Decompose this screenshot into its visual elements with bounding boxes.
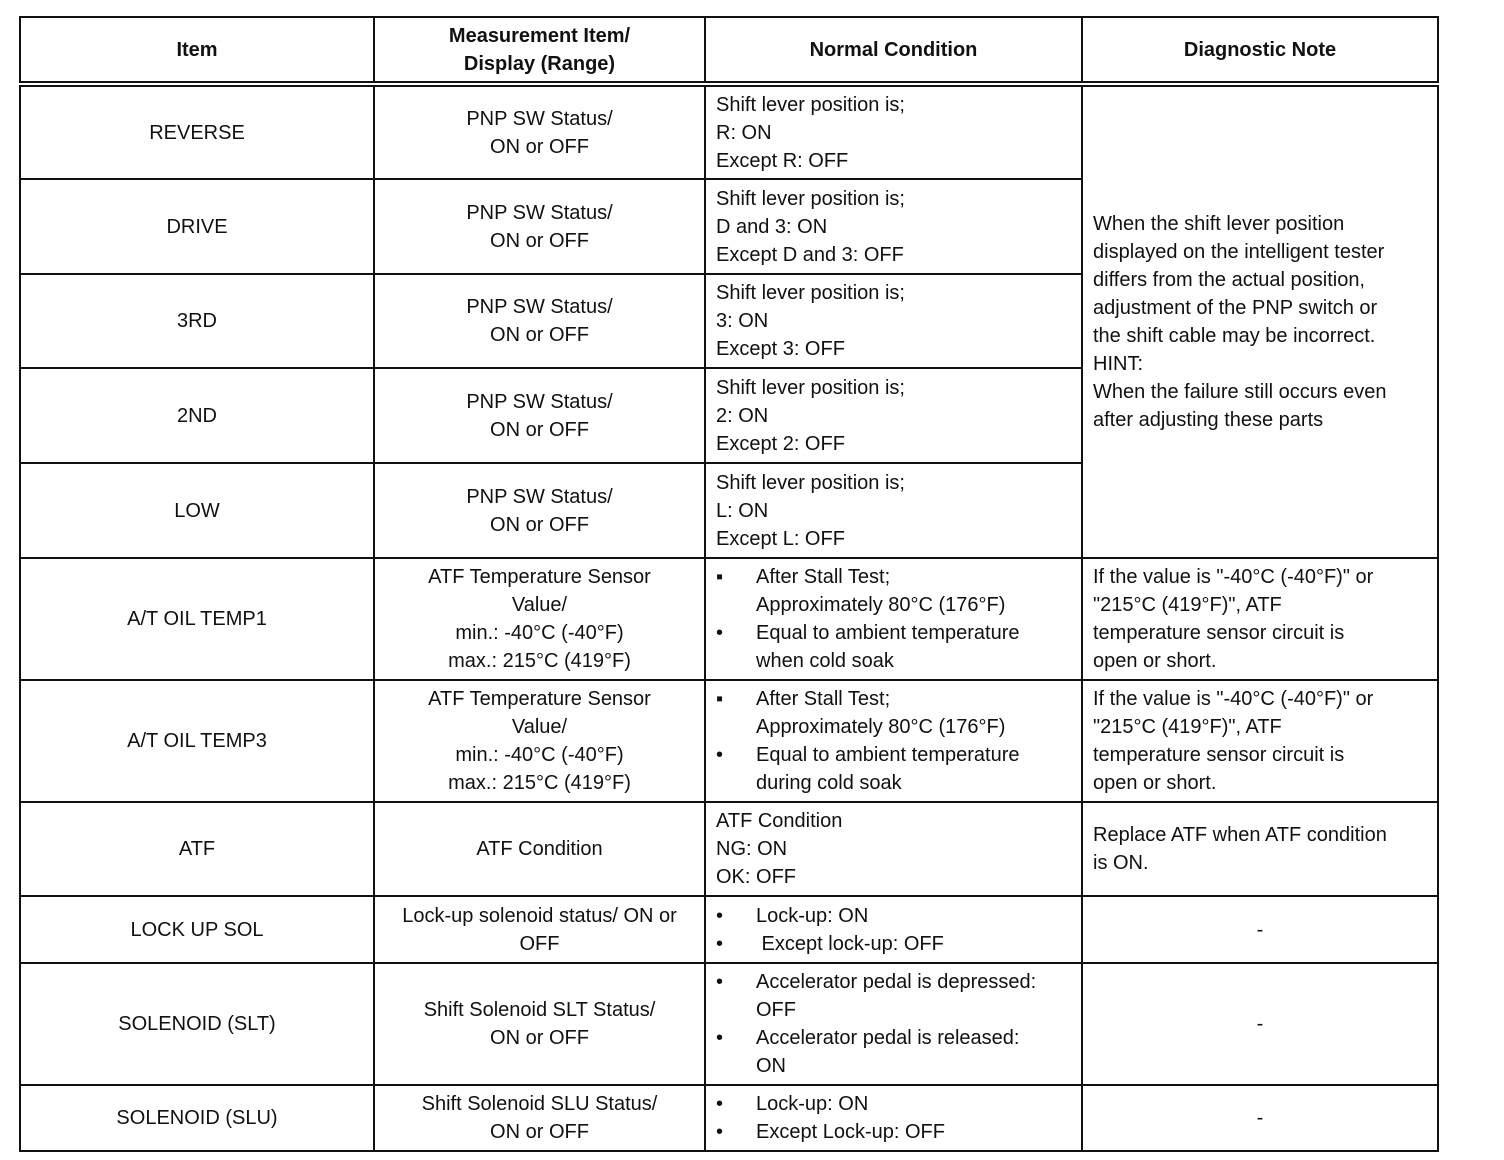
list-item: • Accelerator pedal is released: [716, 1024, 1071, 1052]
bullet-icon: • [716, 1121, 724, 1143]
header-normal-condition: Normal Condition [705, 17, 1082, 84]
item-cell: SOLENOID (SLT) [20, 963, 374, 1085]
bullet-icon: • [716, 622, 724, 644]
table-row [20, 963, 1438, 1085]
normal-condition-cell: • Accelerator pedal is depressed: OFF • Accelerator pedal is released: ON [705, 963, 1082, 1085]
list-item: • Lock-up: ON [716, 902, 1071, 930]
measurement-cell: PNP SW Status/ ON or OFF [374, 463, 705, 558]
diagnostic-note-cell: - [1082, 1085, 1438, 1151]
bullet-icon: • [716, 971, 724, 993]
item-cell: DRIVE [20, 179, 374, 274]
measurement-cell: ATF Condition [374, 802, 705, 896]
bullet-icon: ▪ [716, 566, 724, 588]
normal-condition-cell: Shift lever position is; D and 3: ON Except D and 3: OFF [705, 179, 1082, 274]
measurement-cell: ATF Temperature Sensor Value/ min.: -40°C (-40°F) max.: 215°C (419°F) [374, 680, 705, 802]
pnp-diagnostic-note: When the shift lever position displayed on the intelligent tester differs from the actual position, adjustment of the PNP switch or the shift cable may be incorrect. HINT: When the failure still occurs even after adjusting these parts [1082, 84, 1438, 558]
item-cell: ATF [20, 802, 374, 896]
header-diagnostic-note: Diagnostic Note [1082, 17, 1438, 84]
measurement-cell: Shift Solenoid SLT Status/ ON or OFF [374, 963, 705, 1085]
bullet-icon: • [716, 932, 724, 955]
normal-condition-cell: Shift lever position is; 2: ON Except 2: OFF [705, 368, 1082, 463]
item-cell: A/T OIL TEMP1 [20, 558, 374, 680]
table-row [20, 84, 1438, 179]
diagnostic-note-cell: - [1082, 963, 1438, 1085]
bullet-icon: • [716, 744, 724, 766]
item-cell: 3RD [20, 274, 374, 368]
list-item: ▪ After Stall Test; [716, 563, 1071, 591]
measurement-cell: PNP SW Status/ ON or OFF [374, 84, 705, 179]
diagnostic-note-cell: If the value is "-40°C (-40°F)" or "215°C (419°F)", ATF temperature sensor circuit is open or short. [1082, 680, 1438, 802]
normal-condition-cell: Shift lever position is; 3: ON Except 3: OFF [705, 274, 1082, 368]
normal-condition-cell [705, 896, 1082, 963]
header-measurement: Measurement Item/ Display (Range) [374, 17, 705, 84]
normal-condition-cell: ATF Condition NG: ON OK: OFF [705, 802, 1082, 896]
list-item: • Lock-up: ON [716, 1090, 1071, 1118]
diagnostic-note-cell: Replace ATF when ATF condition is ON. [1082, 802, 1438, 896]
header-row [20, 17, 1438, 84]
item-cell: SOLENOID (SLU) [20, 1085, 374, 1151]
table-row [20, 680, 1438, 802]
item-cell: 2ND [20, 368, 374, 463]
item-cell: A/T OIL TEMP3 [20, 680, 374, 802]
table-row [20, 1085, 1438, 1151]
diagnostic-data-table [19, 16, 1439, 1152]
measurement-cell: Lock-up solenoid status/ ON or OFF [374, 896, 705, 963]
diagnostic-note-cell: If the value is "-40°C (-40°F)" or "215°C (419°F)", ATF temperature sensor circuit is open or short. [1082, 558, 1438, 680]
list-item: • Equal to ambient temperature [716, 741, 1071, 769]
bullet-icon: • [716, 1093, 724, 1115]
diagnostic-note-cell: - [1082, 896, 1438, 963]
measurement-cell: Shift Solenoid SLU Status/ ON or OFF [374, 1085, 705, 1151]
bullet-icon: • [716, 904, 724, 927]
measurement-cell: PNP SW Status/ ON or OFF [374, 179, 705, 274]
normal-condition-cell: Shift lever position is; L: ON Except L: OFF [705, 463, 1082, 558]
list-item: • Except lock-up: OFF [716, 930, 1071, 958]
normal-condition-cell: ▪ After Stall Test; Approximately 80°C (176°F) • Equal to ambient temperature when cold soak [705, 558, 1082, 680]
item-cell: REVERSE [20, 84, 374, 179]
bullet-icon: • [716, 1027, 724, 1049]
measurement-cell: PNP SW Status/ ON or OFF [374, 274, 705, 368]
table-row [20, 802, 1438, 896]
normal-condition-cell: Shift lever position is; R: ON Except R: OFF [705, 84, 1082, 179]
list-item: • Equal to ambient temperature [716, 619, 1071, 647]
table-row [20, 558, 1438, 680]
measurement-cell: ATF Temperature Sensor Value/ min.: -40°C (-40°F) max.: 215°C (419°F) [374, 558, 705, 680]
table-row [20, 896, 1438, 963]
header-item: Item [20, 17, 374, 84]
bullet-icon: ▪ [716, 688, 724, 710]
normal-condition-cell [705, 1085, 1082, 1151]
list-item: • Except Lock-up: OFF [716, 1118, 1071, 1146]
item-cell: LOCK UP SOL [20, 896, 374, 963]
normal-condition-cell: ▪ After Stall Test; Approximately 80°C (176°F) • Equal to ambient temperature during cold soak [705, 680, 1082, 802]
measurement-cell: PNP SW Status/ ON or OFF [374, 368, 705, 463]
item-cell: LOW [20, 463, 374, 558]
list-item: • Accelerator pedal is depressed: [716, 968, 1071, 996]
list-item: ▪ After Stall Test; [716, 685, 1071, 713]
